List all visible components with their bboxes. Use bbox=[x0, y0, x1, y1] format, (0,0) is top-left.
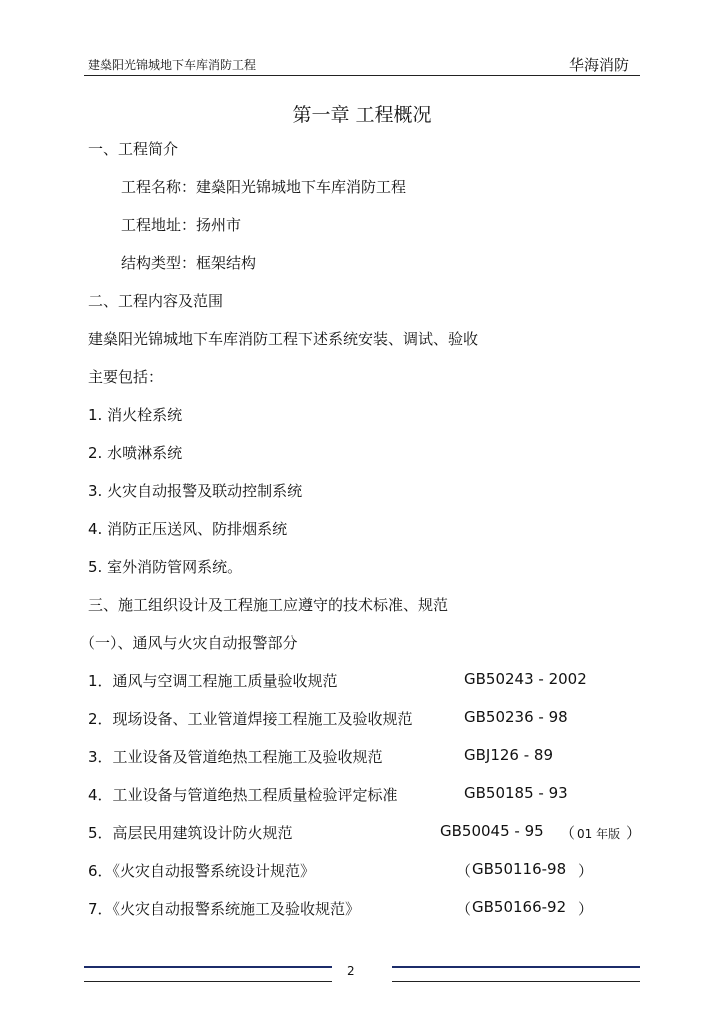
list-item: 2. 水喷淋系统 bbox=[88, 444, 183, 462]
open-paren: （ bbox=[456, 900, 472, 918]
project-name: 工程名称：建燊阳光锦城地下车库消防工程 bbox=[121, 178, 407, 196]
standard-code: GB50166-92 bbox=[472, 898, 567, 916]
section-3-heading: 三、施工组织设计及工程施工应遵守的技术标准、规范 bbox=[88, 596, 449, 614]
standard-code: GB50243 - 2002 bbox=[464, 670, 587, 688]
standard-code: GB50116-98 bbox=[472, 860, 567, 878]
close-paren: ） bbox=[578, 900, 594, 918]
standard-code: GBJ126 - 89 bbox=[464, 746, 554, 764]
standard-label: 2．现场设备、工业管道焊接工程施工及验收规范 bbox=[88, 710, 413, 728]
list-item: 5. 室外消防管网系统。 bbox=[88, 558, 243, 576]
page-header-left: 建燊阳光锦城地下车库消防工程 bbox=[88, 58, 257, 72]
page-header-right: 华海消防 bbox=[568, 56, 629, 74]
list-item: 4. 消防正压送风、防排烟系统 bbox=[88, 520, 288, 538]
open-paren: （ bbox=[456, 862, 472, 880]
subsection-heading: （一）、通风与火灾自动报警部分 bbox=[80, 634, 298, 652]
standard-label: 6．《火灾自动报警系统设计规范》 bbox=[88, 862, 316, 880]
chapter-title: 第一章 工程概况 bbox=[292, 104, 432, 126]
footer-rule-left-thin bbox=[84, 981, 332, 982]
close-paren: ） bbox=[578, 862, 594, 880]
includes-label: 主要包括： bbox=[88, 368, 164, 386]
page-number: 2 bbox=[347, 964, 355, 978]
structure-type: 结构类型：框架结构 bbox=[121, 254, 257, 272]
standard-label: 1．通风与空调工程施工质量验收规范 bbox=[88, 672, 338, 690]
standard-code: GB50045 - 95 bbox=[440, 822, 544, 840]
footer-rule-right-thin bbox=[392, 981, 640, 982]
standard-label: 5．高层民用建筑设计防火规范 bbox=[88, 824, 293, 842]
open-paren: （ bbox=[560, 824, 576, 842]
footer-rule-left bbox=[84, 966, 332, 968]
footer-rule-right bbox=[392, 966, 640, 968]
standard-label: 4．工业设备与管道绝热工程质量检验评定标准 bbox=[88, 786, 398, 804]
standard-label: 3．工业设备及管道绝热工程施工及验收规范 bbox=[88, 748, 383, 766]
standard-label: 7．《火灾自动报警系统施工及验收规范》 bbox=[88, 900, 361, 918]
list-item: 3. 火灾自动报警及联动控制系统 bbox=[88, 482, 303, 500]
scope-intro: 建燊阳光锦城地下车库消防工程下述系统安装、调试、验收 bbox=[88, 330, 479, 348]
section-1-heading: 一、工程简介 bbox=[88, 140, 179, 158]
standard-code: GB50185 - 93 bbox=[464, 784, 568, 802]
close-paren: ） bbox=[626, 824, 642, 842]
project-address: 工程地址：扬州市 bbox=[121, 216, 242, 234]
edition-note: 01 年版 bbox=[577, 827, 621, 841]
list-item: 1. 消火栓系统 bbox=[88, 406, 183, 424]
section-2-heading: 二、工程内容及范围 bbox=[88, 292, 224, 310]
standard-code: GB50236 - 98 bbox=[464, 708, 568, 726]
header-rule bbox=[84, 75, 640, 76]
